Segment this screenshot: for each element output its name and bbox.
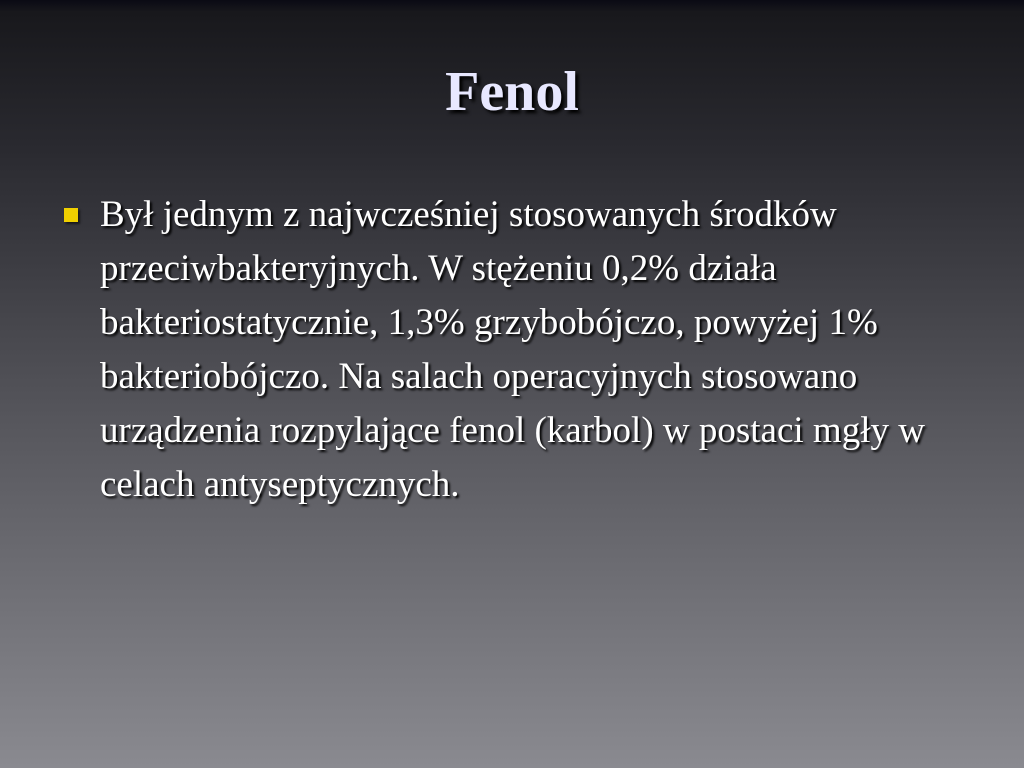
bullet-item	[60, 188, 960, 512]
bullet-text: Był jednym z najwcześniej stosowanych środków przeciwbakteryjnych. W stężeniu 0,2% działa bakteriostatycznie, 1,3% grzybobójczo, powyżej 1% bakteriobójczo. Na salach operacyjnych stosowano urządzenia rozpylające fenol (karbol) w postaci mgły w celach antyseptycznych.	[100, 194, 925, 505]
slide-title: Fenol	[445, 61, 579, 123]
slide-content	[60, 188, 960, 512]
square-bullet-icon	[64, 208, 78, 222]
